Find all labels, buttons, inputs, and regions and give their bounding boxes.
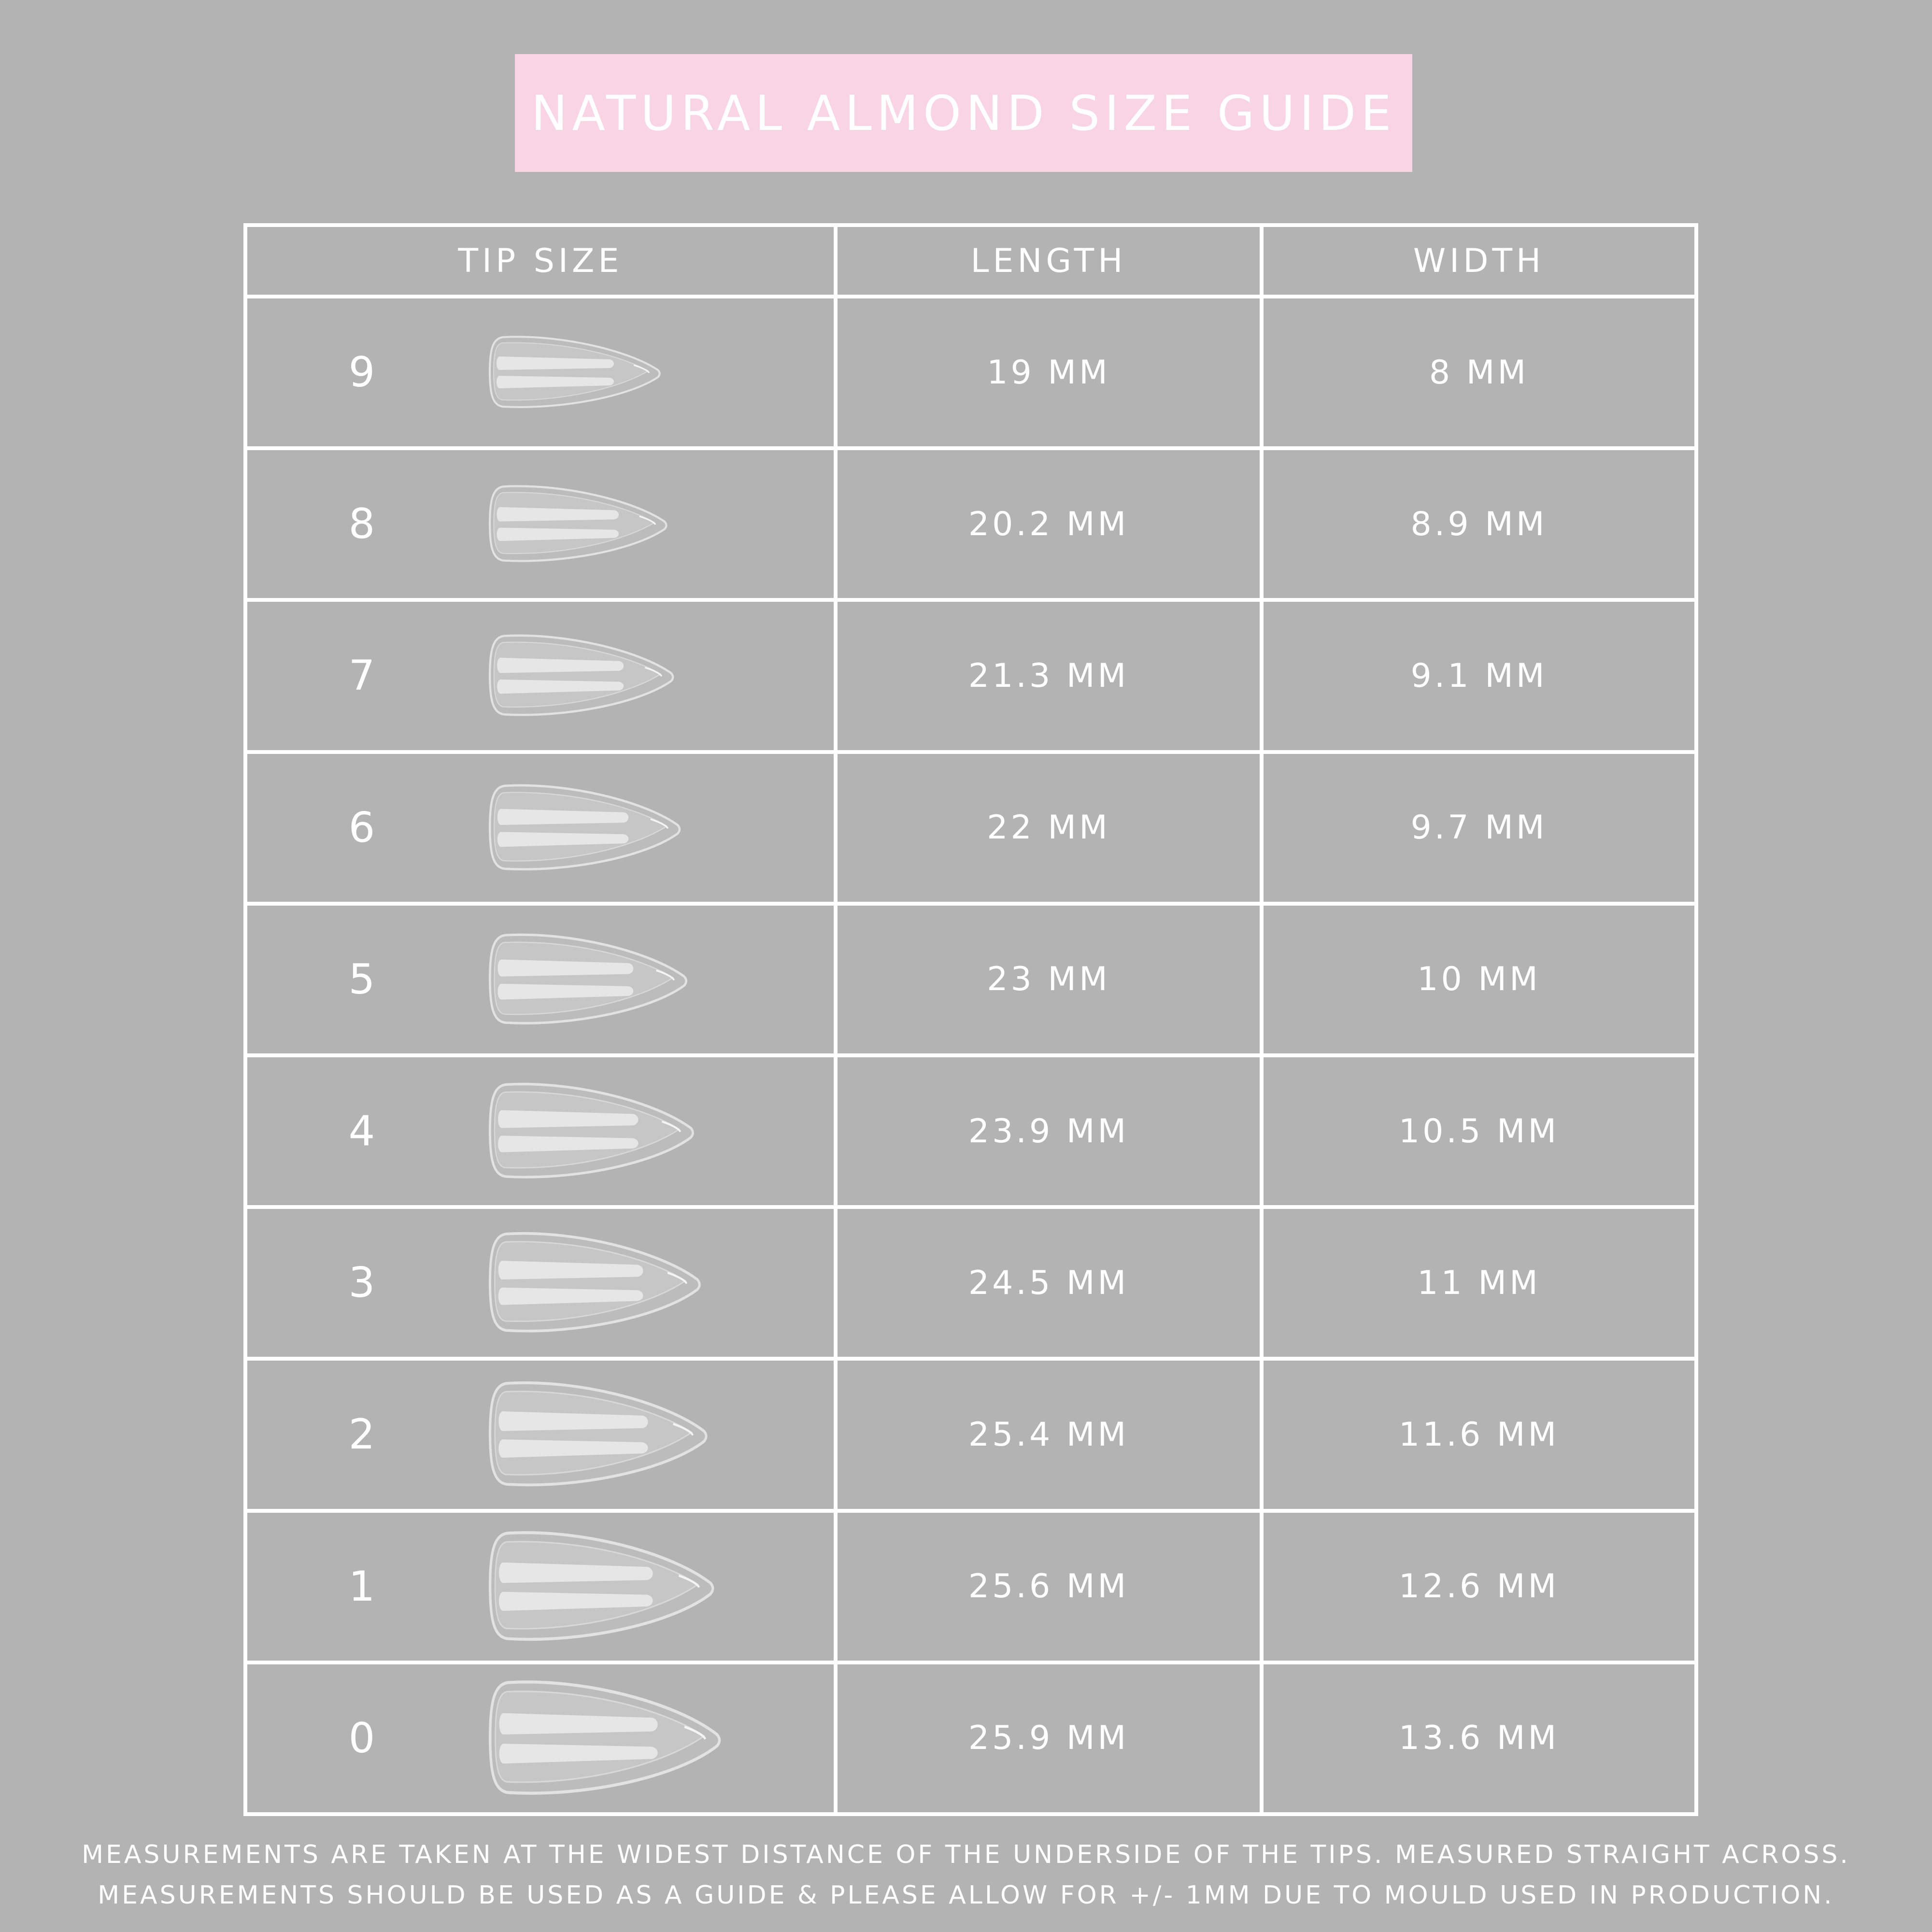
length-value: 19 MM <box>836 297 1262 448</box>
header-width: WIDTH <box>1262 225 1696 297</box>
tip-size-cell <box>245 1359 836 1510</box>
tip-size-number: 9 <box>348 348 378 397</box>
table-row <box>245 448 1696 600</box>
table-row <box>245 1359 1696 1510</box>
length-value: 21.3 MM <box>836 600 1262 752</box>
size-guide-table <box>243 223 1698 1816</box>
width-value: 11.6 MM <box>1262 1359 1696 1510</box>
table-row <box>245 1662 1696 1814</box>
tip-size-cell <box>245 448 836 600</box>
tip-size-cell <box>245 1055 836 1207</box>
footer-note <box>0 1834 1932 1916</box>
tip-size-cell <box>245 752 836 904</box>
length-value: 25.6 MM <box>836 1511 1262 1662</box>
almond-nail-tip-icon <box>489 1226 703 1340</box>
table-row <box>245 600 1696 752</box>
table-row <box>245 297 1696 448</box>
table-row <box>245 1055 1696 1207</box>
almond-nail-tip-icon <box>489 928 690 1031</box>
almond-nail-tip-icon <box>489 779 683 877</box>
header-length: LENGTH <box>836 225 1262 297</box>
tip-size-number: 2 <box>348 1410 378 1459</box>
tip-size-cell <box>245 297 836 448</box>
tip-size-number: 4 <box>348 1107 378 1156</box>
width-value: 8 MM <box>1262 297 1696 448</box>
tip-size-number: 7 <box>348 652 378 700</box>
tip-size-cell <box>245 1511 836 1662</box>
title-banner <box>515 54 1412 172</box>
tip-size-number: 0 <box>348 1714 378 1762</box>
almond-nail-tip-icon <box>489 1673 724 1803</box>
tip-size-cell <box>245 1207 836 1359</box>
length-value: 24.5 MM <box>836 1207 1262 1359</box>
footer-line-1: MEASUREMENTS ARE TAKEN AT THE WIDEST DISTANCE OF THE UNDERSIDE OF THE TIPS. MEASURED STRAIGHT ACROSS. <box>82 1840 1850 1869</box>
length-value: 22 MM <box>836 752 1262 904</box>
length-value: 23.9 MM <box>836 1055 1262 1207</box>
width-value: 12.6 MM <box>1262 1511 1696 1662</box>
length-value: 25.4 MM <box>836 1359 1262 1510</box>
table-row <box>245 904 1696 1055</box>
width-value: 10.5 MM <box>1262 1055 1696 1207</box>
tip-size-number: 8 <box>348 500 378 549</box>
width-value: 11 MM <box>1262 1207 1696 1359</box>
tip-size-number: 1 <box>348 1562 378 1611</box>
tip-size-number: 5 <box>348 955 378 1004</box>
tip-size-number: 3 <box>348 1259 378 1307</box>
length-value: 25.9 MM <box>836 1662 1262 1814</box>
tip-size-number: 6 <box>348 803 378 852</box>
footer-line-2: MEASUREMENTS SHOULD BE USED AS A GUIDE & PLEASE ALLOW FOR +/- 1MM DUE TO MOULD USED IN PRODUCTION. <box>98 1881 1834 1910</box>
table-row <box>245 752 1696 904</box>
almond-nail-tip-icon <box>489 331 663 413</box>
table-row <box>245 1511 1696 1662</box>
width-value: 9.1 MM <box>1262 600 1696 752</box>
almond-nail-tip-icon <box>489 1375 710 1494</box>
width-value: 13.6 MM <box>1262 1662 1696 1814</box>
almond-nail-tip-icon <box>489 1524 717 1649</box>
length-value: 23 MM <box>836 904 1262 1055</box>
length-value: 20.2 MM <box>836 448 1262 600</box>
width-value: 10 MM <box>1262 904 1696 1055</box>
table-header-row <box>245 225 1696 297</box>
tip-size-cell <box>245 904 836 1055</box>
tip-size-cell <box>245 600 836 752</box>
header-tip-size: TIP SIZE <box>245 225 836 297</box>
width-value: 8.9 MM <box>1262 448 1696 600</box>
width-value: 9.7 MM <box>1262 752 1696 904</box>
almond-nail-tip-icon <box>489 1077 696 1186</box>
table-row <box>245 1207 1696 1359</box>
tip-size-cell <box>245 1662 836 1814</box>
page-title: NATURAL ALMOND SIZE GUIDE <box>531 85 1396 142</box>
almond-nail-tip-icon <box>489 629 676 722</box>
almond-nail-tip-icon <box>489 481 669 568</box>
